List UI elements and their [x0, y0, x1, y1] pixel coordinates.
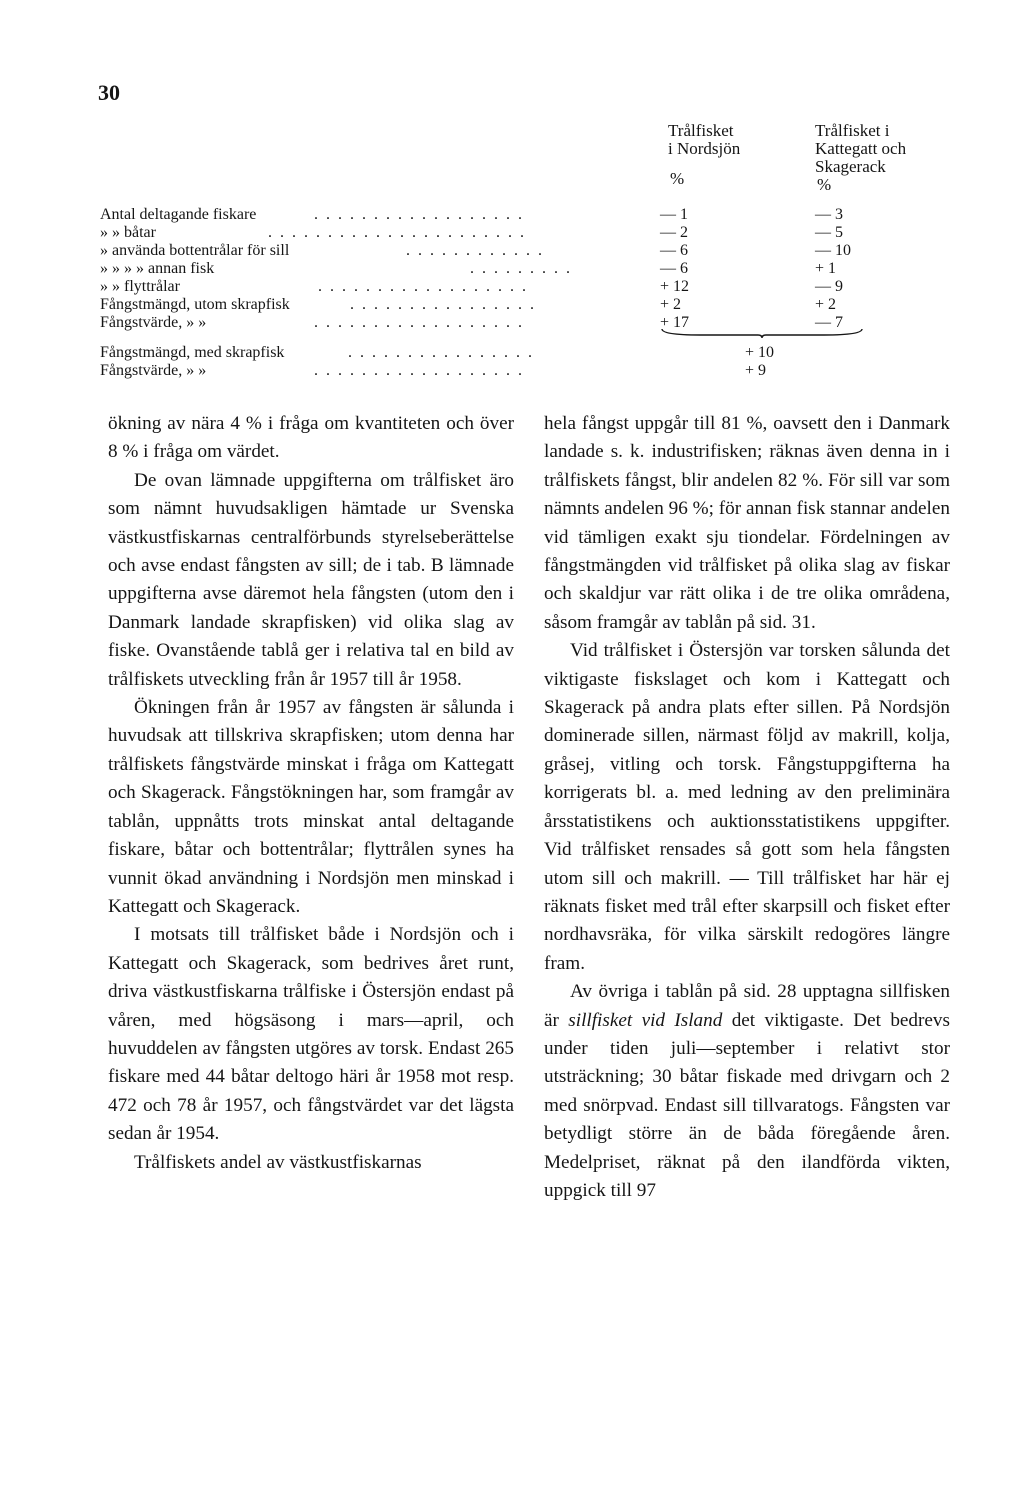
row-label: Fångstmängd, utom skrapfisk: [100, 296, 290, 313]
paragraph-text: det viktigaste. Det bedrevs under tiden juli—september i relativt stor utsträckning; 30 båtar fiskade med drivgarn och 2 med snörpvad. Endast sill tillvaratogs. Fångsten var betydligt större än de båda föregående åren. Medelpriset, räknat på den ilandförda vikten, uppgick till 97: [544, 1009, 950, 1201]
row-label: Fångstvärde, » »: [100, 362, 207, 379]
header-line: Trålfisket i: [815, 121, 890, 140]
value-kattegatt: — 9: [815, 278, 843, 295]
row-label: » » flyttrålar: [100, 278, 180, 295]
header-line: Skagerack: [815, 157, 886, 176]
header-unit: %: [670, 169, 685, 188]
row-label: Fångstmängd, med skrapfisk: [100, 344, 285, 361]
row-label: Antal deltagande fiskare: [100, 206, 257, 223]
value-nordsjon: + 2: [660, 296, 682, 313]
value-combined: + 10: [745, 344, 775, 361]
value-nordsjon: + 17: [660, 314, 690, 331]
paragraph: [544, 978, 950, 1205]
paragraph-text: Av övriga i tablån på sid. 28 upptagna sillfisken är: [544, 981, 950, 1031]
header-unit: %: [817, 175, 832, 194]
emphasis-text: sillfisket vid Island: [568, 1009, 723, 1031]
paragraph: I motsats till trålfisket både i Nordsjön och i Kattegatt och Skagerack, som bedrives året runt, driva västkustfiskarna trålfiske i Östersjön endast på våren, med högsäsong i mars—april, och huvuddelen av fångsten utgöres av torsk. Endast 265 fiskare med 44 båtar deltogo häri år 1958 mot resp. 472 och 78 år 1957, och fångstvärdet var det lägsta sedan år 1954.: [108, 924, 514, 1145]
header-line: Trålfisket: [668, 121, 734, 140]
leader-dots: . . . . . . . . . . . . . . . . . . . . . .: [268, 224, 526, 241]
combining-bracket: [660, 328, 864, 338]
leader-dots: . . . . . . . . .: [470, 260, 572, 277]
header-line: Kattegatt och: [815, 139, 907, 158]
value-nordsjon: — 2: [660, 224, 688, 241]
column-header-nordsjon: [668, 122, 740, 188]
paragraph: Ökningen från år 1957 av fångsten är sålunda i huvudsak att tillskriva skrapfisken; utom denna har trålfiskets fångstvärde minskat i fråga om Kattegatt och Skagerack. Fångstökningen har, som framgår av tablån, uppnåtts trots minskat antal deltagande fiskare, båtar och bottentrålar; flyttrålen synes ha vunnit ökad användning i Nordsjön men minskad i Kattegatt och Skagerack.: [108, 697, 514, 917]
page-number: 30: [98, 80, 120, 105]
value-nordsjon: — 1: [660, 206, 688, 223]
body-column-right: [544, 410, 950, 1205]
value-kattegatt: — 10: [815, 242, 851, 259]
leader-dots: . . . . . . . . . . . . . . . .: [350, 296, 536, 313]
value-nordsjon: — 6: [660, 242, 688, 259]
leader-dots: . . . . . . . . . . . . . . . .: [348, 344, 534, 361]
leader-dots: . . . . . . . . . . . . . . . . . .: [314, 206, 524, 223]
paragraph: hela fångst uppgår till 81 %, oavsett den i Danmark landade s. k. industrifisken; räknas även denna in i trålfiskets fångst, blir andelen 82 %. För sill var som nämnts andelen 96 %; för annan fisk stannar andelen vid tämligen exakt sju tiondelar. Fördelningen av fångstmängden vid trålfisket på olika slag av fiskar och skaldjur var rätt olika i de tre olika områdena, såsom framgår av tablån på sid. 31.: [544, 413, 951, 633]
row-label: » använda bottentrålar för sill: [100, 242, 290, 259]
paragraph: De ovan lämnade uppgifterna om trålfisket äro som nämnt huvudsakligen hämtade ur Svenska västkustfiskarnas centralförbunds styrelseberättelse och avse endast fångsten av sill; de i tab. B lämnade uppgifterna avse däremot hela fångsten (utom den i Danmark landade skrapfisken) vid olika slag av fiske. Ovanstående tablå ger i relativa tal en bild av trålfiskets utveckling från år 1957 till år 1958.: [108, 469, 514, 690]
body-column-left: [108, 410, 514, 1177]
value-combined: + 9: [745, 362, 767, 379]
row-label: » » » » annan fisk: [100, 260, 215, 277]
row-label: Fångstvärde, » »: [100, 314, 207, 331]
leader-dots: . . . . . . . . . . . . . . . . . .: [314, 314, 524, 331]
value-kattegatt: — 5: [815, 224, 843, 241]
value-kattegatt: + 2: [815, 296, 837, 313]
value-kattegatt: — 3: [815, 206, 843, 223]
column-header-kattegatt: [815, 122, 906, 194]
value-nordsjon: + 12: [660, 278, 690, 295]
leader-dots: . . . . . . . . . . . .: [406, 242, 544, 259]
paragraph: ökning av nära 4 % i fråga om kvantiteten och över 8 % i fråga om värdet.: [108, 413, 514, 463]
paragraph: Vid trålfisket i Östersjön var torsken sålunda det viktigaste fiskslaget och kom i Kattegatt och Skagerack på andra plats efter sillen. På Nordsjön dominerade sillen, närmast följd av makrill, kolja, gråsej, vitling och torsk. Fångstuppgifterna ha korrigerats bl. a. med ledning av den preliminära årsstatistikens och auktionsstatistikens uppgifter. Vid trålfisket rensades så gott som hela fångsten utom sill och makrill. — Till trålfisket har här ej räknats fisket med trål efter skarpsill och fisket efter nordhavsräka, för vilka särskilt redogöres längre fram.: [544, 640, 950, 974]
value-kattegatt: — 7: [815, 314, 843, 331]
row-label: » » båtar: [100, 224, 156, 241]
value-kattegatt: + 1: [815, 260, 837, 277]
leader-dots: . . . . . . . . . . . . . . . . . .: [314, 362, 524, 379]
value-nordsjon: — 6: [660, 260, 688, 277]
leader-dots: . . . . . . . . . . . . . . . . . .: [318, 278, 528, 295]
header-line: i Nordsjön: [668, 139, 741, 158]
paragraph: Trålfiskets andel av västkustfiskarnas: [134, 1151, 422, 1173]
